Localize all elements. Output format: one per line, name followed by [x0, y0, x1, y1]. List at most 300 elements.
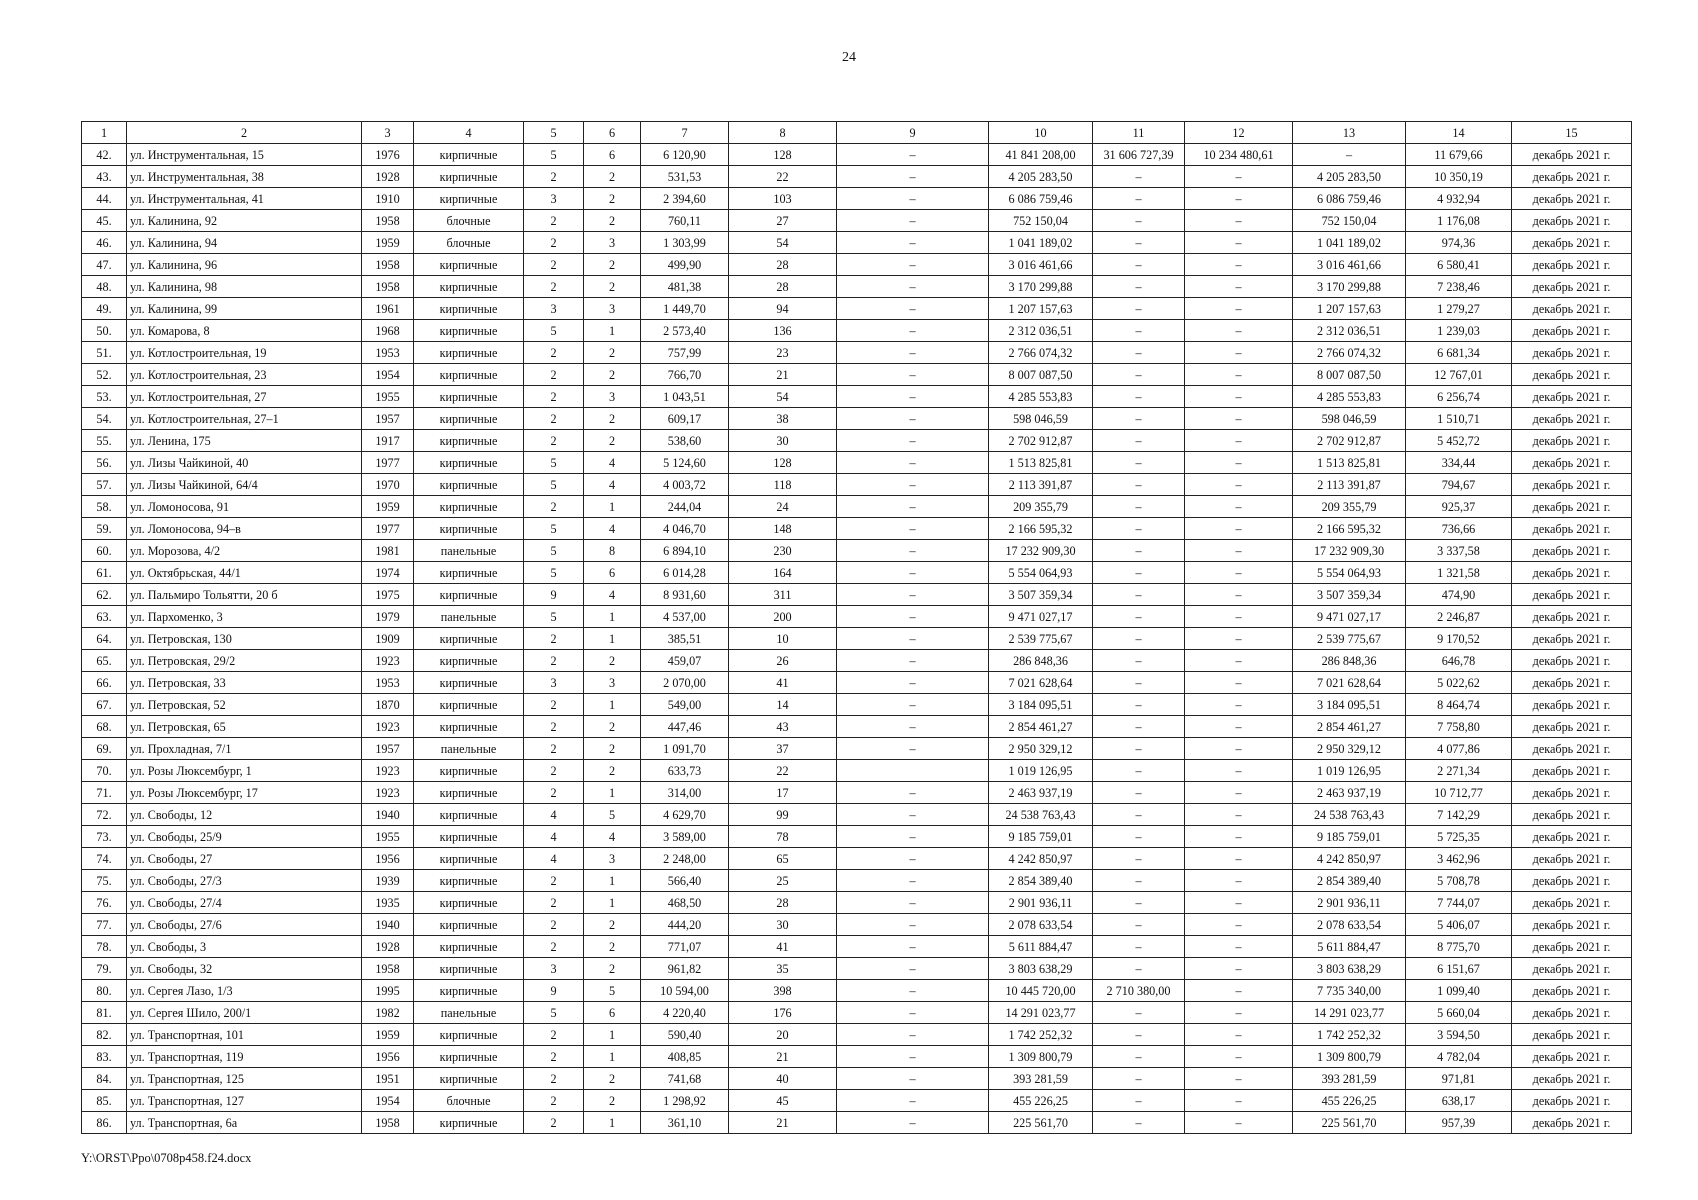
- cell-residents: 35: [729, 958, 837, 980]
- cell-entrances: 4: [584, 452, 641, 474]
- cell-deadline: декабрь 2021 г.: [1512, 1002, 1632, 1024]
- cell-col11-value: –: [1093, 848, 1185, 870]
- cell-col12-value: –: [1185, 386, 1293, 408]
- cell-deadline: декабрь 2021 г.: [1512, 188, 1632, 210]
- cell-col12-value: –: [1185, 562, 1293, 584]
- table-row: [82, 430, 1632, 452]
- cell-col13-value: 9 185 759,01: [1293, 826, 1406, 848]
- cell-address: ул. Котлостроительная, 27–1: [127, 408, 362, 430]
- cell-col13-value: 1 041 189,02: [1293, 232, 1406, 254]
- cell-col10-value: 3 016 461,66: [989, 254, 1093, 276]
- cell-wall-material: кирпичные: [414, 1024, 524, 1046]
- cell-col11-value: –: [1093, 496, 1185, 518]
- table-row: [82, 760, 1632, 782]
- cell-residents: 10: [729, 628, 837, 650]
- cell-col11-value: –: [1093, 606, 1185, 628]
- cell-col11-value: –: [1093, 826, 1185, 848]
- cell-floors: 5: [524, 518, 584, 540]
- cell-wall-material: кирпичные: [414, 936, 524, 958]
- cell-col9-value: –: [837, 606, 989, 628]
- cell-entrances: 2: [584, 760, 641, 782]
- cell-col10-value: 2 166 595,32: [989, 518, 1093, 540]
- cell-col12-value: –: [1185, 276, 1293, 298]
- cell-col13-value: 209 355,79: [1293, 496, 1406, 518]
- cell-entrances: 2: [584, 936, 641, 958]
- cell-entrances: 3: [584, 386, 641, 408]
- cell-col14-value: 4 932,94: [1406, 188, 1512, 210]
- cell-entrances: 6: [584, 144, 641, 166]
- cell-col9-value: –: [837, 650, 989, 672]
- cell-address: ул. Ленина, 175: [127, 430, 362, 452]
- cell-deadline: декабрь 2021 г.: [1512, 320, 1632, 342]
- cell-col11-value: 2 710 380,00: [1093, 980, 1185, 1002]
- table-row: [82, 342, 1632, 364]
- column-header-11: 11: [1093, 122, 1185, 144]
- table-row: [82, 298, 1632, 320]
- table-row: [82, 870, 1632, 892]
- cell-address: ул. Котлостроительная, 27: [127, 386, 362, 408]
- cell-col10-value: 225 561,70: [989, 1112, 1093, 1134]
- cell-floors: 9: [524, 980, 584, 1002]
- cell-residents: 311: [729, 584, 837, 606]
- cell-floors: 2: [524, 760, 584, 782]
- cell-col11-value: –: [1093, 540, 1185, 562]
- cell-floors: 2: [524, 430, 584, 452]
- cell-col11-value: –: [1093, 1090, 1185, 1112]
- cell-row-number: 75.: [82, 870, 127, 892]
- cell-col14-value: 794,67: [1406, 474, 1512, 496]
- cell-col11-value: –: [1093, 1002, 1185, 1024]
- cell-area: 3 589,00: [641, 826, 729, 848]
- cell-floors: 2: [524, 408, 584, 430]
- cell-entrances: 1: [584, 870, 641, 892]
- cell-row-number: 61.: [82, 562, 127, 584]
- cell-col12-value: –: [1185, 936, 1293, 958]
- cell-col10-value: 2 312 036,51: [989, 320, 1093, 342]
- cell-col13-value: 14 291 023,77: [1293, 1002, 1406, 1024]
- cell-col12-value: –: [1185, 628, 1293, 650]
- cell-entrances: 2: [584, 276, 641, 298]
- cell-deadline: декабрь 2021 г.: [1512, 474, 1632, 496]
- cell-col11-value: –: [1093, 1112, 1185, 1134]
- cell-col10-value: 2 854 389,40: [989, 870, 1093, 892]
- cell-entrances: 2: [584, 210, 641, 232]
- cell-col13-value: 2 702 912,87: [1293, 430, 1406, 452]
- cell-entrances: 2: [584, 1068, 641, 1090]
- cell-col13-value: 5 611 884,47: [1293, 936, 1406, 958]
- cell-row-number: 55.: [82, 430, 127, 452]
- cell-area: 961,82: [641, 958, 729, 980]
- cell-area: 10 594,00: [641, 980, 729, 1002]
- cell-col14-value: 646,78: [1406, 650, 1512, 672]
- cell-col12-value: –: [1185, 804, 1293, 826]
- cell-col13-value: 2 113 391,87: [1293, 474, 1406, 496]
- cell-deadline: декабрь 2021 г.: [1512, 430, 1632, 452]
- cell-floors: 2: [524, 694, 584, 716]
- cell-residents: 128: [729, 144, 837, 166]
- cell-col11-value: –: [1093, 1068, 1185, 1090]
- cell-row-number: 47.: [82, 254, 127, 276]
- cell-address: ул. Петровская, 130: [127, 628, 362, 650]
- cell-year: 1958: [362, 276, 414, 298]
- cell-wall-material: панельные: [414, 738, 524, 760]
- cell-floors: 4: [524, 848, 584, 870]
- cell-year: 1957: [362, 408, 414, 430]
- cell-address: ул. Пархоменко, 3: [127, 606, 362, 628]
- table-row: [82, 276, 1632, 298]
- cell-col9-value: –: [837, 980, 989, 1002]
- cell-col10-value: 17 232 909,30: [989, 540, 1093, 562]
- cell-col14-value: 1 099,40: [1406, 980, 1512, 1002]
- cell-col14-value: 6 681,34: [1406, 342, 1512, 364]
- header-row: [82, 122, 1632, 144]
- cell-deadline: декабрь 2021 г.: [1512, 914, 1632, 936]
- cell-area: 499,90: [641, 254, 729, 276]
- cell-row-number: 54.: [82, 408, 127, 430]
- cell-address: ул. Петровская, 33: [127, 672, 362, 694]
- cell-deadline: декабрь 2021 г.: [1512, 716, 1632, 738]
- cell-floors: 4: [524, 804, 584, 826]
- cell-entrances: 6: [584, 1002, 641, 1024]
- cell-year: 1951: [362, 1068, 414, 1090]
- cell-floors: 2: [524, 1024, 584, 1046]
- cell-entrances: 2: [584, 166, 641, 188]
- column-header-10: 10: [989, 122, 1093, 144]
- cell-address: ул. Калинина, 99: [127, 298, 362, 320]
- cell-col10-value: 2 854 461,27: [989, 716, 1093, 738]
- cell-entrances: 2: [584, 738, 641, 760]
- table-row: [82, 408, 1632, 430]
- cell-floors: 2: [524, 738, 584, 760]
- cell-col12-value: –: [1185, 210, 1293, 232]
- cell-col10-value: 2 901 936,11: [989, 892, 1093, 914]
- cell-area: 771,07: [641, 936, 729, 958]
- cell-col9-value: –: [837, 144, 989, 166]
- cell-wall-material: кирпичные: [414, 848, 524, 870]
- cell-col11-value: –: [1093, 452, 1185, 474]
- cell-floors: 2: [524, 914, 584, 936]
- cell-residents: 21: [729, 1046, 837, 1068]
- cell-col10-value: 5 611 884,47: [989, 936, 1093, 958]
- cell-col13-value: 4 205 283,50: [1293, 166, 1406, 188]
- cell-col13-value: 2 854 389,40: [1293, 870, 1406, 892]
- cell-col9-value: –: [837, 672, 989, 694]
- cell-area: 2 248,00: [641, 848, 729, 870]
- cell-residents: 54: [729, 232, 837, 254]
- cell-year: 1976: [362, 144, 414, 166]
- column-header-9: 9: [837, 122, 989, 144]
- cell-floors: 2: [524, 782, 584, 804]
- cell-wall-material: кирпичные: [414, 716, 524, 738]
- cell-area: 590,40: [641, 1024, 729, 1046]
- cell-col10-value: 3 803 638,29: [989, 958, 1093, 980]
- cell-col14-value: 11 679,66: [1406, 144, 1512, 166]
- cell-address: ул. Петровская, 29/2: [127, 650, 362, 672]
- cell-col12-value: –: [1185, 496, 1293, 518]
- cell-area: 361,10: [641, 1112, 729, 1134]
- cell-row-number: 81.: [82, 1002, 127, 1024]
- cell-wall-material: панельные: [414, 1002, 524, 1024]
- cell-col14-value: 736,66: [1406, 518, 1512, 540]
- table-row: [82, 804, 1632, 826]
- cell-col12-value: –: [1185, 1024, 1293, 1046]
- cell-col9-value: –: [837, 540, 989, 562]
- table-row: [82, 716, 1632, 738]
- cell-area: 314,00: [641, 782, 729, 804]
- cell-col10-value: 455 226,25: [989, 1090, 1093, 1112]
- table-row: [82, 782, 1632, 804]
- cell-col13-value: 17 232 909,30: [1293, 540, 1406, 562]
- table-row: [82, 738, 1632, 760]
- cell-col13-value: 3 170 299,88: [1293, 276, 1406, 298]
- cell-year: 1977: [362, 452, 414, 474]
- cell-entrances: 1: [584, 1046, 641, 1068]
- cell-area: 757,99: [641, 342, 729, 364]
- cell-area: 549,00: [641, 694, 729, 716]
- cell-entrances: 1: [584, 606, 641, 628]
- cell-col14-value: 10 350,19: [1406, 166, 1512, 188]
- cell-col11-value: –: [1093, 738, 1185, 760]
- cell-deadline: декабрь 2021 г.: [1512, 254, 1632, 276]
- cell-floors: 2: [524, 892, 584, 914]
- cell-col11-value: –: [1093, 804, 1185, 826]
- cell-year: 1955: [362, 386, 414, 408]
- cell-wall-material: кирпичные: [414, 342, 524, 364]
- cell-residents: 54: [729, 386, 837, 408]
- cell-col13-value: 9 471 027,17: [1293, 606, 1406, 628]
- cell-year: 1957: [362, 738, 414, 760]
- cell-residents: 230: [729, 540, 837, 562]
- cell-col10-value: 3 170 299,88: [989, 276, 1093, 298]
- cell-wall-material: кирпичные: [414, 672, 524, 694]
- cell-year: 1923: [362, 760, 414, 782]
- cell-address: ул. Прохладная, 7/1: [127, 738, 362, 760]
- cell-area: 244,04: [641, 496, 729, 518]
- cell-col9-value: –: [837, 430, 989, 452]
- cell-col10-value: 9 471 027,17: [989, 606, 1093, 628]
- cell-row-number: 51.: [82, 342, 127, 364]
- cell-area: 1 043,51: [641, 386, 729, 408]
- cell-year: 1961: [362, 298, 414, 320]
- cell-row-number: 43.: [82, 166, 127, 188]
- cell-year: 1940: [362, 804, 414, 826]
- cell-col9-value: [837, 760, 989, 782]
- cell-col10-value: 4 285 553,83: [989, 386, 1093, 408]
- cell-area: 2 394,60: [641, 188, 729, 210]
- table-row: [82, 694, 1632, 716]
- cell-col9-value: –: [837, 716, 989, 738]
- cell-col12-value: –: [1185, 672, 1293, 694]
- cell-col10-value: 5 554 064,93: [989, 562, 1093, 584]
- cell-deadline: декабрь 2021 г.: [1512, 232, 1632, 254]
- cell-floors: 2: [524, 650, 584, 672]
- cell-address: ул. Транспортная, 119: [127, 1046, 362, 1068]
- cell-area: 766,70: [641, 364, 729, 386]
- cell-col13-value: 2 854 461,27: [1293, 716, 1406, 738]
- cell-residents: 25: [729, 870, 837, 892]
- cell-address: ул. Морозова, 4/2: [127, 540, 362, 562]
- cell-entrances: 5: [584, 804, 641, 826]
- cell-address: ул. Лизы Чайкиной, 64/4: [127, 474, 362, 496]
- cell-col11-value: –: [1093, 166, 1185, 188]
- cell-col12-value: –: [1185, 540, 1293, 562]
- cell-address: ул. Инструментальная, 38: [127, 166, 362, 188]
- cell-row-number: 74.: [82, 848, 127, 870]
- cell-col10-value: 2 702 912,87: [989, 430, 1093, 452]
- cell-entrances: 6: [584, 562, 641, 584]
- cell-row-number: 49.: [82, 298, 127, 320]
- cell-wall-material: блочные: [414, 210, 524, 232]
- cell-address: ул. Свободы, 12: [127, 804, 362, 826]
- cell-col9-value: –: [837, 276, 989, 298]
- cell-row-number: 82.: [82, 1024, 127, 1046]
- cell-residents: 128: [729, 452, 837, 474]
- cell-address: ул. Свободы, 3: [127, 936, 362, 958]
- cell-year: 1981: [362, 540, 414, 562]
- cell-deadline: декабрь 2021 г.: [1512, 1068, 1632, 1090]
- cell-col14-value: 12 767,01: [1406, 364, 1512, 386]
- cell-floors: 2: [524, 1046, 584, 1068]
- cell-address: ул. Инструментальная, 15: [127, 144, 362, 166]
- cell-residents: 30: [729, 914, 837, 936]
- cell-col13-value: 2 166 595,32: [1293, 518, 1406, 540]
- page-number: 24: [842, 50, 856, 65]
- cell-col9-value: –: [837, 232, 989, 254]
- table-row: [82, 914, 1632, 936]
- cell-wall-material: кирпичные: [414, 760, 524, 782]
- table-row: [82, 1068, 1632, 1090]
- cell-col10-value: 2 113 391,87: [989, 474, 1093, 496]
- table-row: [82, 1024, 1632, 1046]
- cell-address: ул. Ломоносова, 94–в: [127, 518, 362, 540]
- cell-area: 609,17: [641, 408, 729, 430]
- cell-floors: 5: [524, 562, 584, 584]
- cell-year: 1956: [362, 848, 414, 870]
- cell-col9-value: –: [837, 562, 989, 584]
- cell-floors: 5: [524, 320, 584, 342]
- cell-col12-value: –: [1185, 342, 1293, 364]
- cell-residents: 30: [729, 430, 837, 452]
- cell-col11-value: –: [1093, 760, 1185, 782]
- cell-floors: 2: [524, 342, 584, 364]
- cell-area: 481,38: [641, 276, 729, 298]
- cell-col10-value: 286 848,36: [989, 650, 1093, 672]
- cell-row-number: 62.: [82, 584, 127, 606]
- cell-area: 1 303,99: [641, 232, 729, 254]
- cell-col11-value: 31 606 727,39: [1093, 144, 1185, 166]
- cell-col13-value: 2 312 036,51: [1293, 320, 1406, 342]
- cell-col9-value: –: [837, 474, 989, 496]
- cell-deadline: декабрь 2021 г.: [1512, 782, 1632, 804]
- cell-wall-material: кирпичные: [414, 562, 524, 584]
- cell-wall-material: кирпичные: [414, 408, 524, 430]
- table-row: [82, 1002, 1632, 1024]
- cell-wall-material: панельные: [414, 606, 524, 628]
- cell-residents: 45: [729, 1090, 837, 1112]
- cell-year: 1953: [362, 342, 414, 364]
- cell-deadline: декабрь 2021 г.: [1512, 738, 1632, 760]
- cell-deadline: декабрь 2021 г.: [1512, 672, 1632, 694]
- cell-floors: 5: [524, 144, 584, 166]
- cell-deadline: декабрь 2021 г.: [1512, 298, 1632, 320]
- cell-year: 1953: [362, 672, 414, 694]
- cell-area: 566,40: [641, 870, 729, 892]
- cell-address: ул. Октябрьская, 44/1: [127, 562, 362, 584]
- cell-address: ул. Калинина, 92: [127, 210, 362, 232]
- cell-col11-value: –: [1093, 628, 1185, 650]
- cell-col10-value: 4 242 850,97: [989, 848, 1093, 870]
- cell-floors: 3: [524, 188, 584, 210]
- cell-area: 4 537,00: [641, 606, 729, 628]
- cell-col12-value: –: [1185, 254, 1293, 276]
- cell-residents: 99: [729, 804, 837, 826]
- cell-col13-value: 1 019 126,95: [1293, 760, 1406, 782]
- column-header-7: 7: [641, 122, 729, 144]
- cell-deadline: декабрь 2021 г.: [1512, 144, 1632, 166]
- cell-col10-value: 2 539 775,67: [989, 628, 1093, 650]
- cell-col10-value: 1 207 157,63: [989, 298, 1093, 320]
- cell-year: 1923: [362, 716, 414, 738]
- column-header-13: 13: [1293, 122, 1406, 144]
- cell-address: ул. Транспортная, 127: [127, 1090, 362, 1112]
- column-header-5: 5: [524, 122, 584, 144]
- cell-wall-material: кирпичные: [414, 782, 524, 804]
- cell-area: 4 003,72: [641, 474, 729, 496]
- cell-col14-value: 1 510,71: [1406, 408, 1512, 430]
- cell-col13-value: 4 242 850,97: [1293, 848, 1406, 870]
- cell-floors: 2: [524, 232, 584, 254]
- cell-floors: 4: [524, 826, 584, 848]
- cell-col13-value: –: [1293, 144, 1406, 166]
- cell-year: 1954: [362, 1090, 414, 1112]
- cell-wall-material: кирпичные: [414, 518, 524, 540]
- cell-col10-value: 1 041 189,02: [989, 232, 1093, 254]
- cell-floors: 2: [524, 496, 584, 518]
- cell-wall-material: кирпичные: [414, 276, 524, 298]
- cell-entrances: 2: [584, 254, 641, 276]
- cell-entrances: 1: [584, 1112, 641, 1134]
- cell-floors: 2: [524, 1090, 584, 1112]
- cell-year: 1958: [362, 1112, 414, 1134]
- cell-col9-value: –: [837, 1112, 989, 1134]
- cell-residents: 28: [729, 892, 837, 914]
- column-header-4: 4: [414, 122, 524, 144]
- cell-col9-value: –: [837, 782, 989, 804]
- cell-col11-value: –: [1093, 936, 1185, 958]
- cell-wall-material: кирпичные: [414, 144, 524, 166]
- file-path: Y:\ORST\Ppo\0708p458.f24.docx: [81, 1151, 252, 1165]
- cell-col9-value: –: [837, 188, 989, 210]
- cell-col13-value: 225 561,70: [1293, 1112, 1406, 1134]
- cell-deadline: декабрь 2021 г.: [1512, 1112, 1632, 1134]
- cell-col14-value: 1 239,03: [1406, 320, 1512, 342]
- cell-col10-value: 1 309 800,79: [989, 1046, 1093, 1068]
- cell-col10-value: 209 355,79: [989, 496, 1093, 518]
- cell-col11-value: –: [1093, 914, 1185, 936]
- cell-row-number: 70.: [82, 760, 127, 782]
- cell-address: ул. Ломоносова, 91: [127, 496, 362, 518]
- cell-wall-material: кирпичные: [414, 804, 524, 826]
- cell-wall-material: кирпичные: [414, 386, 524, 408]
- cell-row-number: 52.: [82, 364, 127, 386]
- cell-col13-value: 455 226,25: [1293, 1090, 1406, 1112]
- cell-residents: 28: [729, 254, 837, 276]
- cell-col12-value: –: [1185, 782, 1293, 804]
- cell-col11-value: –: [1093, 562, 1185, 584]
- cell-floors: 2: [524, 628, 584, 650]
- cell-col9-value: –: [837, 1002, 989, 1024]
- table-row: [82, 320, 1632, 342]
